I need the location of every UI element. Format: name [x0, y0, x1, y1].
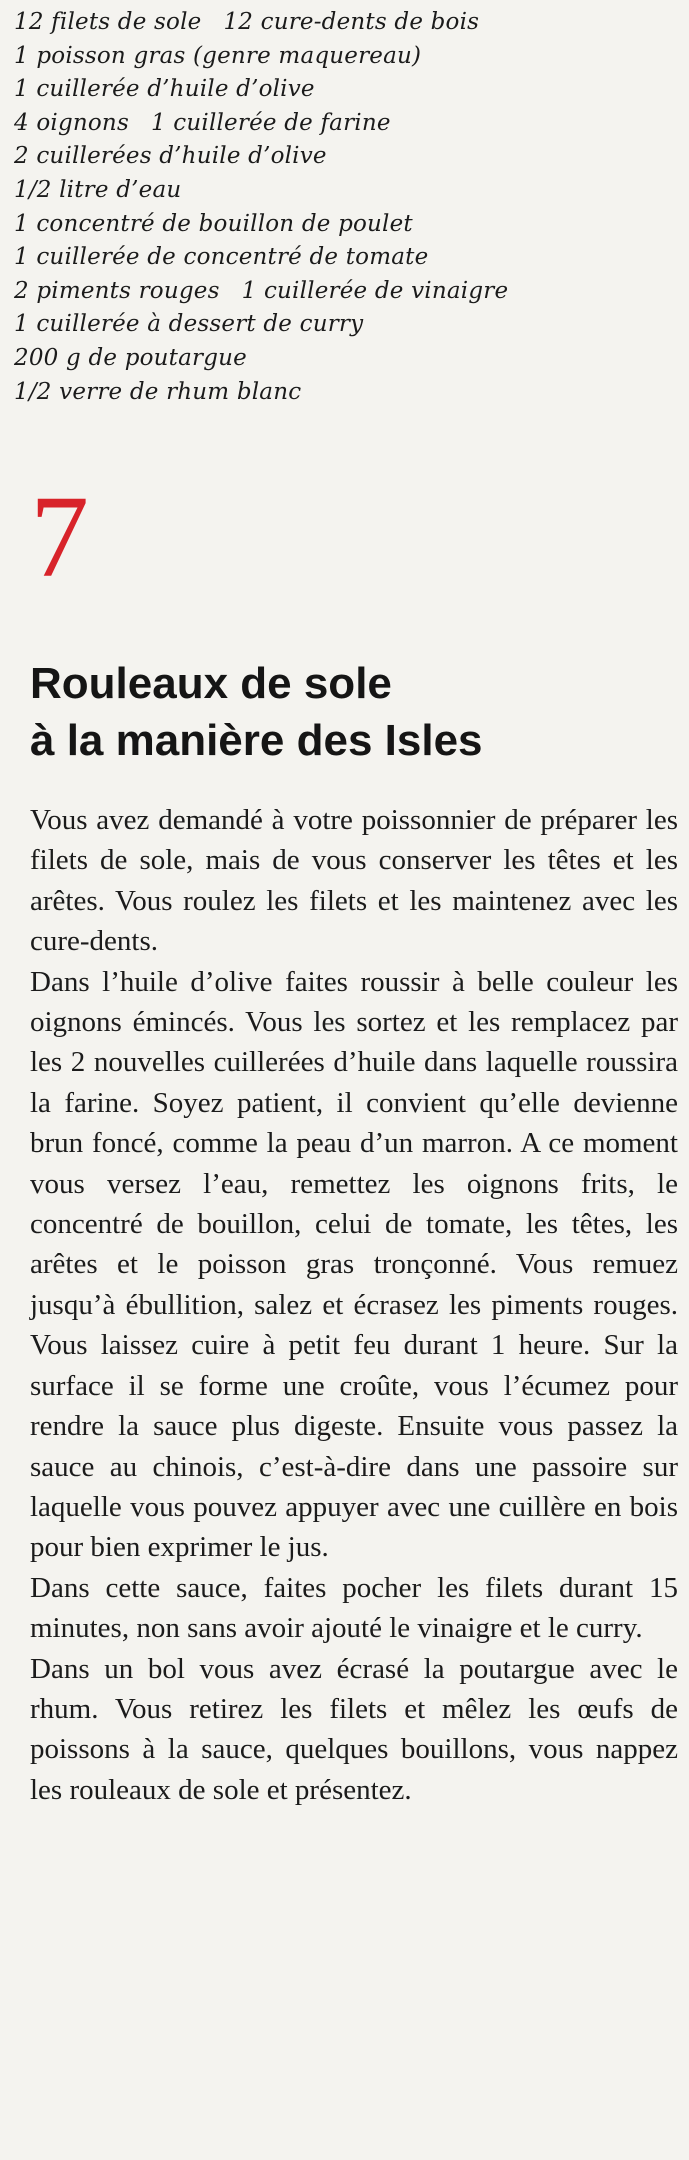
recipe-title-line: à la manière des Isles: [30, 716, 483, 765]
ingredient: 2 cuillerées d’huile d’olive: [14, 143, 327, 170]
instruction-paragraph: Dans l’huile d’olive faites roussir à belle couleur les oignons émincés. Vous les sortez et les remplacez par les 2 nouvelles cuillerées d’huile dans laquelle roussira la farine. Soyez patient, il convient qu’elle devienne brun foncé, comme la peau d’un marron. A ce moment vous versez l’eau, remettez les oignons frits, le concentré de bouillon, celui de tomate, les têtes, les arêtes et le poisson gras tronçonné. Vous remuez jusqu’à ébullition, salez et écrasez les piments rouges. Vous laissez cuire à petit feu durant 1 heure. Sur la surface il se forme une croûte, vous l’écumez pour rendre la sauce plus digeste. Ensuite vous passez la sauce au chinois, c’est-à-dire dans une passoire sur laquelle vous pouvez appuyer avec une cuillère en bois pour bien exprimer le jus.: [30, 965, 678, 1564]
ingredient-list: [14, 6, 674, 409]
ingredient-line: [14, 342, 674, 376]
recipe-number: 7: [30, 471, 89, 602]
ingredient-line: [14, 308, 674, 342]
ingredient: 1 concentré de bouillon de poulet: [14, 210, 413, 237]
ingredient: 1/2 verre de rhum blanc: [14, 378, 302, 405]
ingredient: 1 cuillerée de farine: [150, 109, 391, 136]
instruction-paragraph: Dans un bol vous avez écrasé la poutargue avec le rhum. Vous retirez les filets et mêlez les œufs de poissons à la sauce, quelques bouillons, vous nappez les rouleaux de sole et présentez.: [30, 1652, 678, 1806]
ingredient: 1 cuillerée de concentré de tomate: [14, 244, 429, 271]
recipe-title-line: Rouleaux de sole: [30, 659, 392, 708]
ingredient: 4 oignons: [14, 109, 129, 136]
ingredient-line: [14, 275, 674, 309]
ingredient-line: [14, 6, 674, 40]
ingredient-line: [14, 241, 674, 275]
ingredient: 1 cuillerée de vinaigre: [241, 277, 509, 304]
ingredient-line: [14, 40, 674, 74]
instruction-paragraph: Vous avez demandé à votre poissonnier de préparer les filets de sole, mais de vous conserver les têtes et les arêtes. Vous roulez les filets et les maintenez avec les cure-dents.: [30, 804, 678, 958]
ingredient-line: [14, 140, 674, 174]
ingredient: 1/2 litre d’eau: [14, 176, 182, 203]
ingredient: 2 piments rouges: [14, 277, 220, 304]
ingredient: 12 filets de sole: [14, 9, 202, 35]
ingredient-line: [14, 208, 674, 242]
ingredient: 200 g de poutargue: [14, 344, 247, 371]
ingredient: 1 cuillerée d’huile d’olive: [14, 76, 315, 103]
recipe-instructions: [30, 800, 678, 1810]
ingredient: 1 poisson gras (genre maquereau): [14, 42, 422, 69]
ingredient-line: [14, 174, 674, 208]
ingredient: 1 cuillerée à dessert de curry: [14, 311, 364, 338]
ingredient: 12 cure-dents de bois: [223, 9, 480, 35]
ingredient-line: [14, 376, 674, 410]
instruction-paragraph: Dans cette sauce, faites pocher les filets durant 15 minutes, non sans avoir ajouté le vinaigre et le curry.: [30, 1571, 678, 1645]
recipe-title: [30, 655, 670, 769]
ingredient-line: [14, 107, 674, 141]
ingredient-line: [14, 73, 674, 107]
